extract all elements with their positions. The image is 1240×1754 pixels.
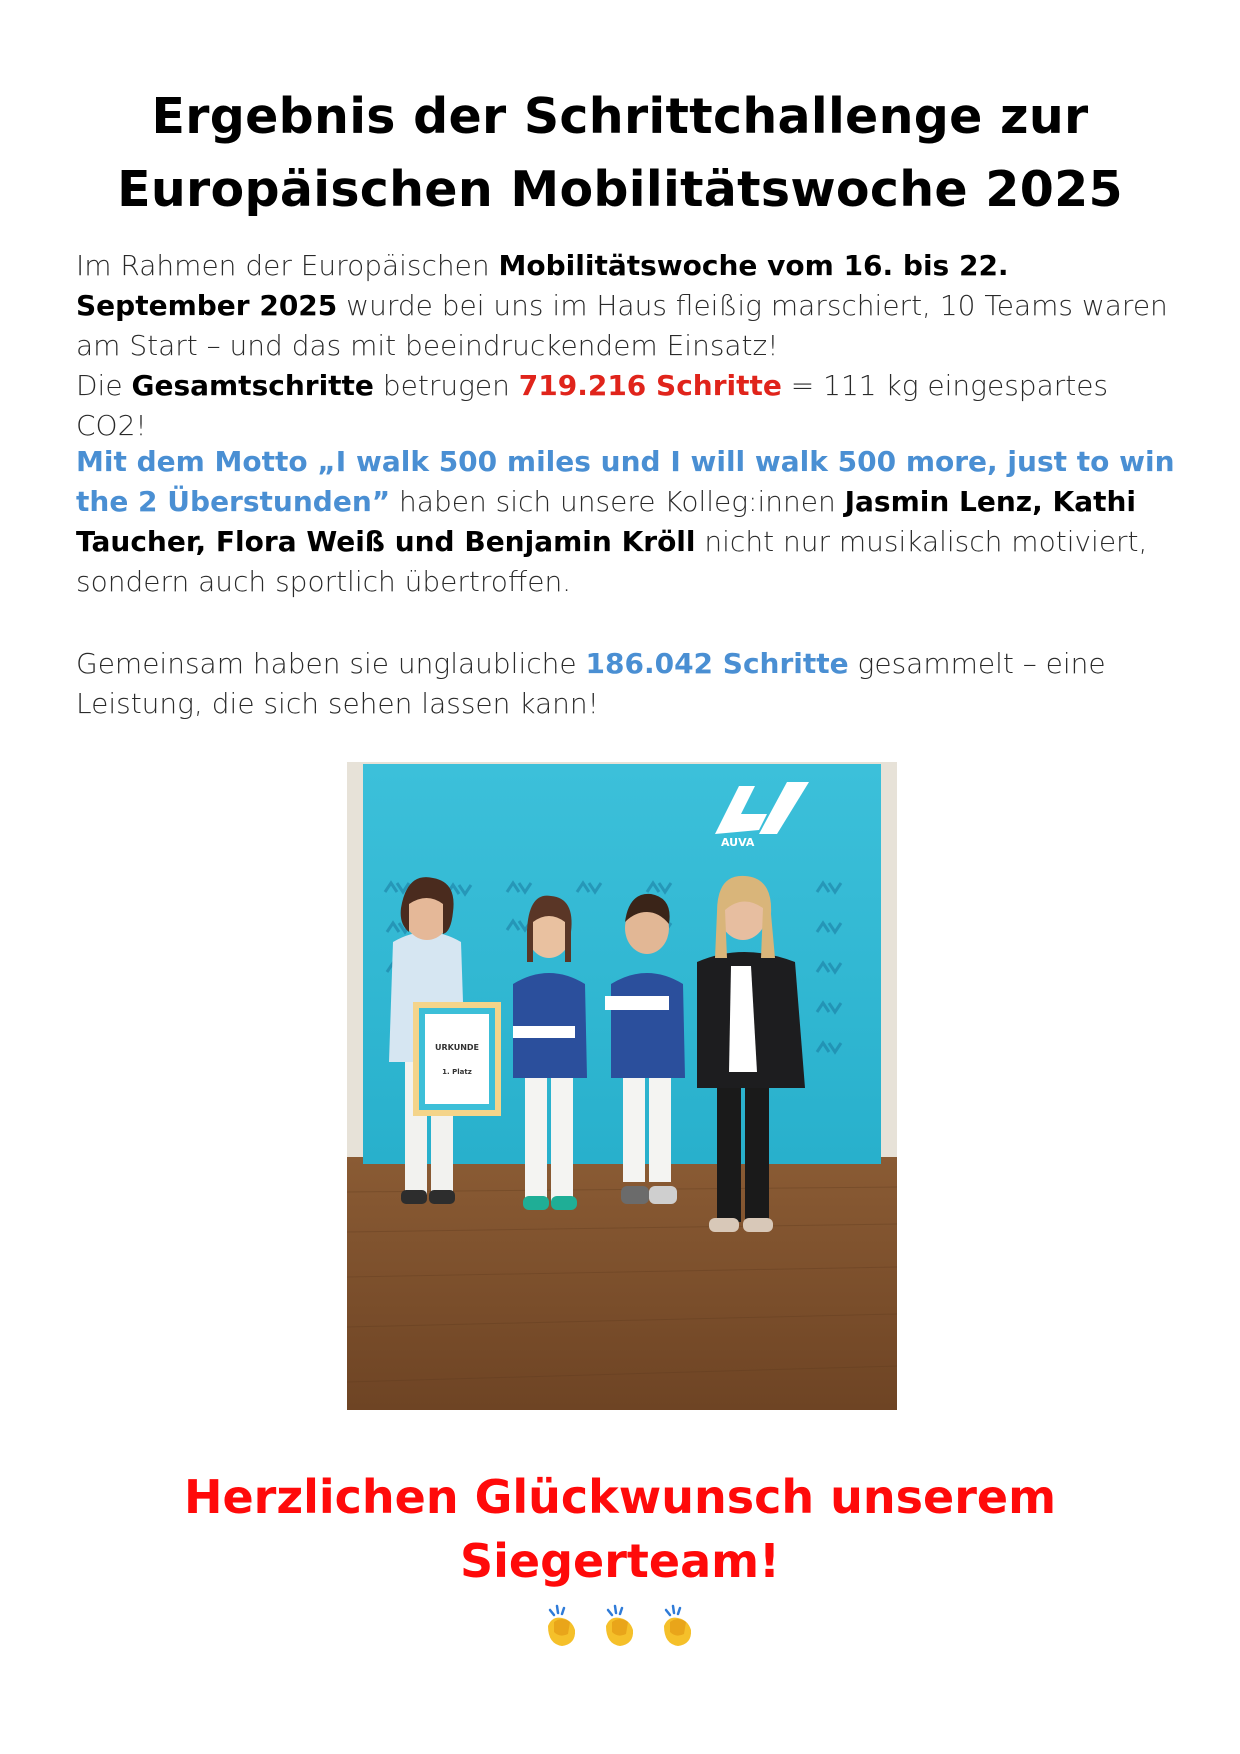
title-line-1: Ergebnis der Schrittchallenge zur [151, 88, 1089, 145]
certificate-place: 1. Platz [442, 1068, 472, 1076]
motto-text: Mit dem Motto „I walk 500 miles und I will walk 500 more, just to win the 2 Überstunden” [76, 445, 1175, 518]
clapping-hands-icon [658, 1604, 698, 1648]
team-photo [347, 762, 897, 1410]
total-mid: betrugen [373, 369, 519, 402]
congratulations-heading [60, 1465, 1180, 1593]
motto-rest: nicht nur musikalisch motiviert, sondern auch sportlich übertroffen. [76, 525, 1148, 598]
intro-rest: wurde bei uns im Haus fleißig marschiert, 10 Teams waren am Start – und das mit beeindruckendem Einsatz! [76, 289, 1168, 362]
total-label: Gesamtschritte [131, 369, 374, 402]
clapping-hands-icon [542, 1604, 582, 1648]
intro-lead: Im Rahmen der Europäischen [76, 249, 499, 282]
page-title [60, 80, 1180, 226]
clapping-hands-icon [600, 1604, 640, 1648]
total-tail: = 111 kg eingespartes CO2! [76, 369, 1109, 442]
week-dates: Mobilitätswoche vom 16. bis 22. September 2025 [76, 249, 1009, 322]
result-rest: gesammelt – eine Leistung, die sich sehen lassen kann! [76, 647, 1106, 720]
clapping-emoji-row [0, 1604, 1240, 1648]
motto-paragraph [76, 442, 1186, 602]
result-lead: Gemeinsam haben sie unglaubliche [76, 647, 586, 680]
certificate-frame [413, 1002, 501, 1116]
intro-paragraph [76, 246, 1186, 446]
motto-mid: haben sich unsere Kolleg:innen [390, 485, 845, 518]
title-line-2: Europäischen Mobilitätswoche 2025 [117, 161, 1123, 218]
total-lead: Die [76, 369, 132, 402]
team-steps: 186.042 Schritte [585, 647, 849, 680]
total-steps: 719.216 Schritte [518, 369, 782, 402]
banner-logo-text: AUVA [721, 836, 755, 849]
congrats-line-1: Herzlichen Glückwunsch unserem [183, 1470, 1057, 1524]
winner-names: Jasmin Lenz, Kathi Taucher, Flora Weiß und Benjamin Kröll [76, 485, 1136, 558]
certificate-title: URKUNDE [434, 1043, 480, 1052]
congrats-line-2: Siegerteam! [459, 1534, 781, 1588]
result-paragraph [76, 644, 1186, 724]
